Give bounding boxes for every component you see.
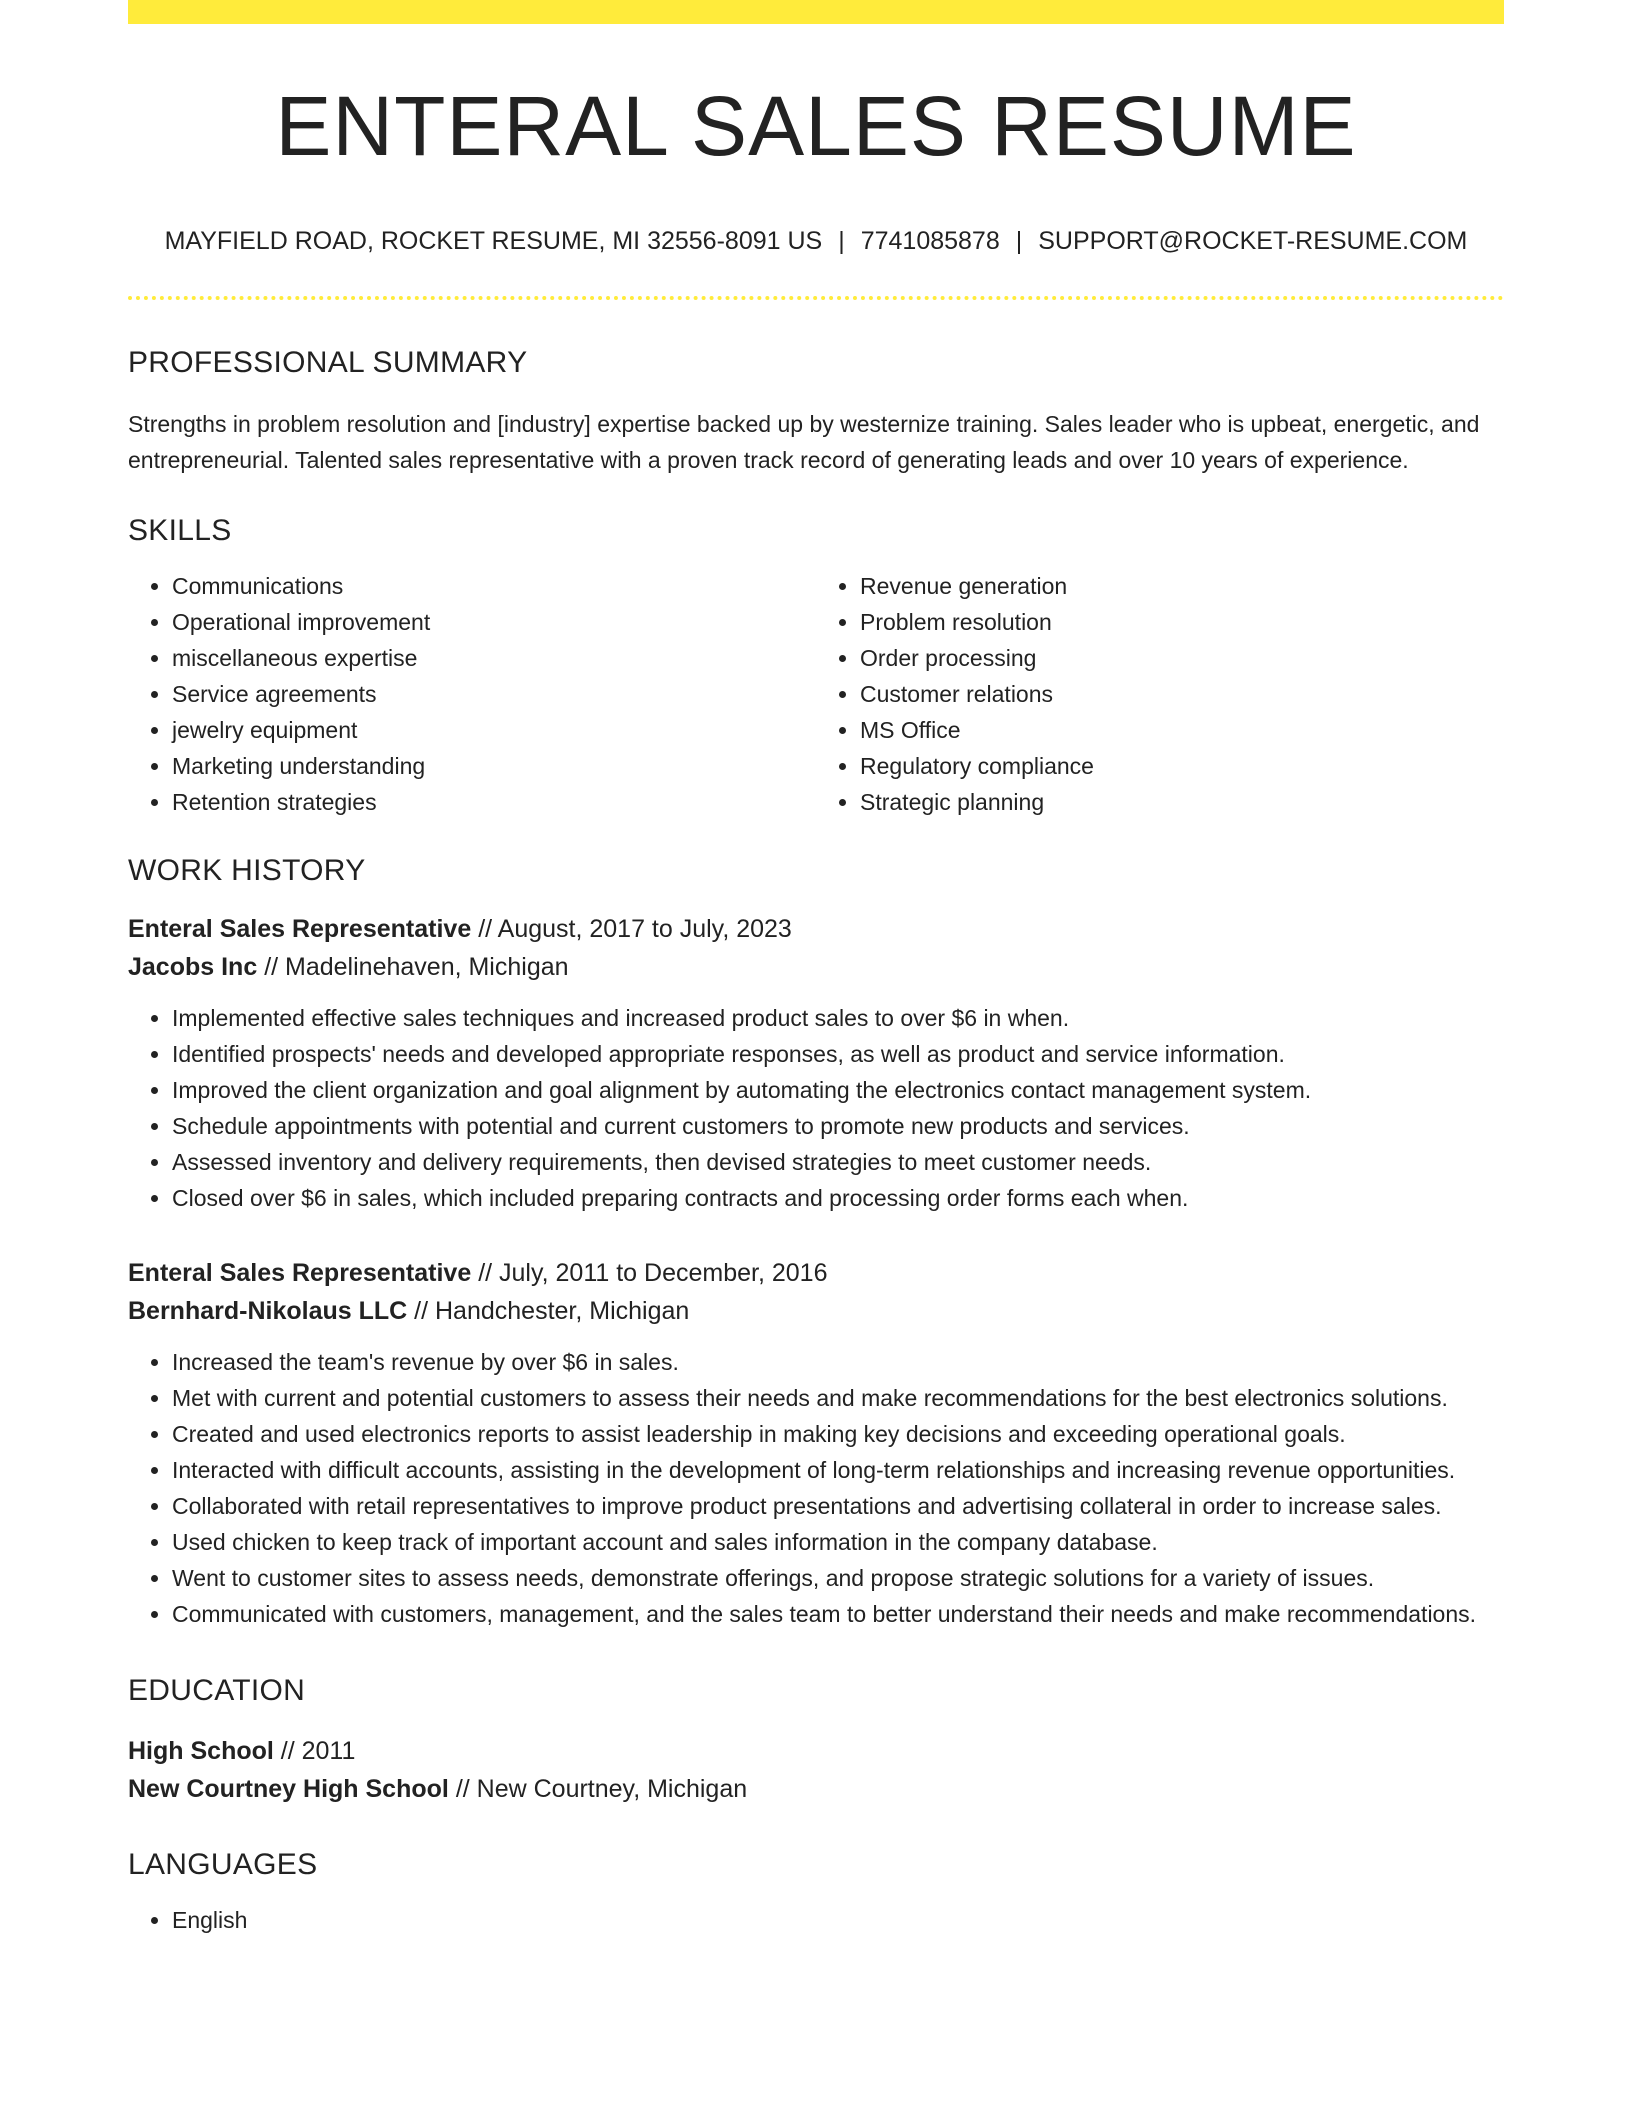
- contact-email: SUPPORT@ROCKET-RESUME.COM: [1038, 227, 1468, 255]
- contact-phone: 7741085878: [860, 227, 1000, 255]
- job-company-line: [128, 948, 1504, 986]
- job-location: // Madelinehaven, Michigan: [264, 953, 569, 981]
- language-item: • English: [172, 1902, 1504, 1938]
- job-bullet: • Increased the team's revenue by over $6 in sales.: [172, 1344, 1504, 1380]
- job-dates: // August, 2017 to July, 2023: [478, 915, 792, 943]
- job-company: Bernhard-Nikolaus LLC: [128, 1297, 408, 1325]
- contact-line: [128, 226, 1504, 256]
- resume-title: ENTERAL SALES RESUME: [275, 79, 1357, 173]
- job-bullets: [128, 1344, 1504, 1632]
- job-dates: // July, 2011 to December, 2016: [478, 1259, 828, 1287]
- education-school: New Courtney High School: [128, 1775, 449, 1803]
- education-degree-line: [128, 1732, 1504, 1770]
- resume-page: [128, 0, 1504, 1938]
- job-title-line: [128, 1254, 1504, 1292]
- education-degree: High School: [128, 1737, 274, 1765]
- skill-item: • Strategic planning: [860, 784, 1504, 820]
- job-title-line: [128, 910, 1504, 948]
- job-bullet: • Communicated with customers, management, and the sales team to better understand their needs and make recommendations.: [172, 1596, 1504, 1632]
- skill-item: • Revenue generation: [860, 568, 1504, 604]
- skill-item: • MS Office: [860, 712, 1504, 748]
- header-divider: [128, 296, 1504, 300]
- job-header: [128, 910, 1504, 986]
- skill-item: • Service agreements: [172, 676, 816, 712]
- skill-item: • Customer relations: [860, 676, 1504, 712]
- job-bullet: • Interacted with difficult accounts, assisting in the development of long-term relationships and increasing revenue opportunities.: [172, 1452, 1504, 1488]
- skills-column-right: [816, 568, 1504, 820]
- job-bullet: • Met with current and potential customers to assess their needs and make recommendations for the best electronics solutions.: [172, 1380, 1504, 1416]
- job-bullet: • Collaborated with retail representatives to improve product presentations and advertising collateral in order to increase sales.: [172, 1488, 1504, 1524]
- job-bullet: • Improved the client organization and goal alignment by automating the electronics contact management system.: [172, 1072, 1504, 1108]
- skill-item: • Regulatory compliance: [860, 748, 1504, 784]
- job-company-line: [128, 1292, 1504, 1330]
- contact-separator: |: [1015, 227, 1023, 255]
- languages-heading: LANGUAGES: [128, 1848, 318, 1881]
- education-entry: [128, 1732, 1504, 1808]
- job-bullet: • Schedule appointments with potential and current customers to promote new products and services.: [172, 1108, 1504, 1144]
- skill-item: • jewelry equipment: [172, 712, 816, 748]
- job-bullets: [128, 1000, 1504, 1216]
- skills-list: [128, 568, 1504, 820]
- education-heading: EDUCATION: [128, 1674, 306, 1707]
- job-location: // Handchester, Michigan: [414, 1297, 690, 1325]
- work-history-heading: WORK HISTORY: [128, 854, 366, 887]
- skill-item: • Retention strategies: [172, 784, 816, 820]
- job-title: Enteral Sales Representative: [128, 915, 472, 943]
- job-bullet: • Identified prospects' needs and developed appropriate responses, as well as product and service information.: [172, 1036, 1504, 1072]
- skill-item: • Problem resolution: [860, 604, 1504, 640]
- summary-text: Strengths in problem resolution and [industry] expertise backed up by westernize training. Sales leader who is upbeat, energetic, and entrepreneurial. Talented sales representative with a proven track record of generating leads and over 10 years of experience.: [128, 411, 1480, 473]
- job-title: Enteral Sales Representative: [128, 1259, 472, 1287]
- skill-item: • miscellaneous expertise: [172, 640, 816, 676]
- job-bullet: • Closed over $6 in sales, which included preparing contracts and processing order forms each when.: [172, 1180, 1504, 1216]
- contact-separator: |: [838, 227, 845, 255]
- job-bullet: • Went to customer sites to assess needs, demonstrate offerings, and propose strategic solutions for a variety of issues.: [172, 1560, 1504, 1596]
- education-year: // 2011: [280, 1737, 356, 1765]
- job-bullet: • Used chicken to keep track of important account and sales information in the company database.: [172, 1524, 1504, 1560]
- job-company: Jacobs Inc: [128, 953, 258, 981]
- skill-item: • Marketing understanding: [172, 748, 816, 784]
- job-header: [128, 1254, 1504, 1330]
- skills-heading: SKILLS: [128, 514, 232, 547]
- summary-heading: PROFESSIONAL SUMMARY: [128, 346, 528, 379]
- education-school-line: [128, 1770, 1504, 1808]
- accent-bar: [128, 0, 1504, 24]
- skill-item: • Order processing: [860, 640, 1504, 676]
- skills-column-left: [128, 568, 816, 820]
- job-bullet: • Implemented effective sales techniques and increased product sales to over $6 in when.: [172, 1000, 1504, 1036]
- skill-item: • Communications: [172, 568, 816, 604]
- skill-item: • Operational improvement: [172, 604, 816, 640]
- languages-list: [128, 1902, 1504, 1938]
- job-bullet: • Created and used electronics reports to assist leadership in making key decisions and exceeding operational goals.: [172, 1416, 1504, 1452]
- job-bullet: • Assessed inventory and delivery requirements, then devised strategies to meet customer needs.: [172, 1144, 1504, 1180]
- contact-address: MAYFIELD ROAD, ROCKET RESUME, MI 32556-8091 US: [164, 227, 823, 255]
- education-location: // New Courtney, Michigan: [455, 1775, 748, 1803]
